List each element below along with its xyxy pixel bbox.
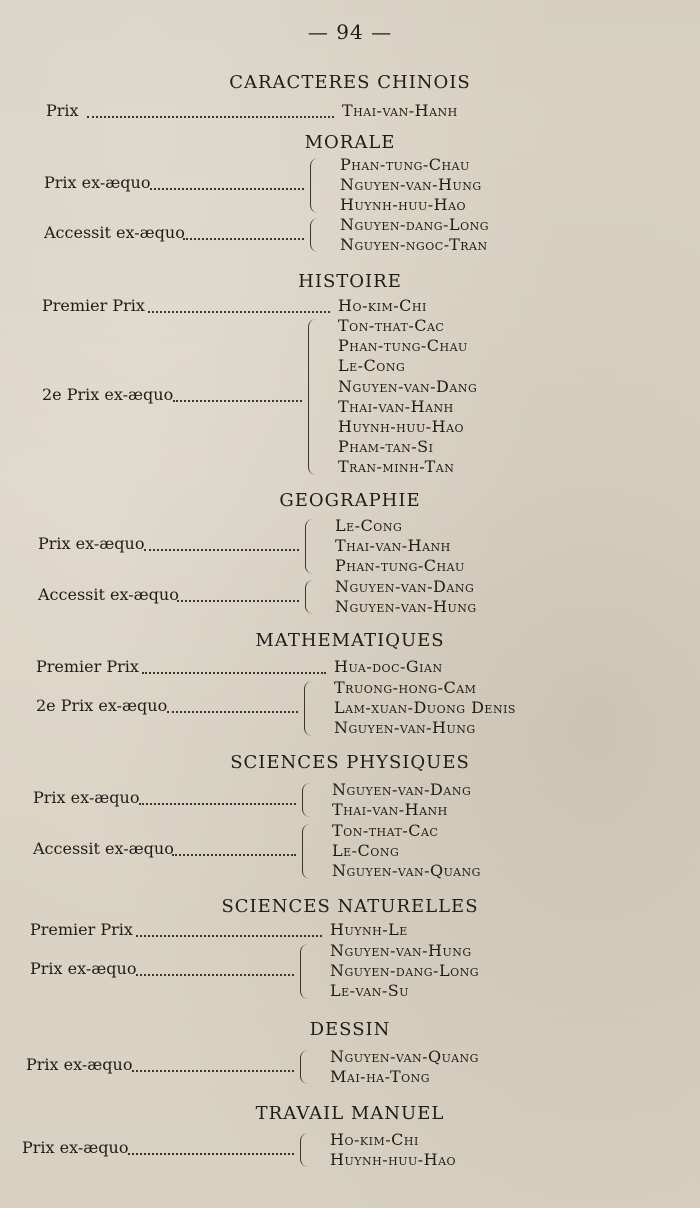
laureate-name: Nguyen-van-Dang (335, 577, 475, 596)
grouping-brace (305, 580, 316, 614)
section-title: DESSIN (309, 1019, 391, 1040)
leader-dots (148, 311, 330, 313)
section-title: SCIENCES NATURELLES (221, 896, 479, 917)
laureate-name: Phan-tung-Chau (338, 336, 468, 356)
laureate-name: Phan-tung-Chau (335, 556, 465, 576)
grouping-brace (300, 1050, 311, 1084)
leader-dots (172, 854, 296, 856)
laureate-name: Thai-van-Hanh (332, 800, 448, 820)
leader-dots (136, 935, 322, 937)
laureate-name: Lam-xuan-Duong Denis (334, 698, 516, 718)
laureate-name: Ho-kim-Chi (330, 1130, 419, 1149)
laureate-name: Huynh-huu-Hao (340, 195, 467, 215)
laureate-name: Truong-hong-Cam (334, 678, 477, 697)
leader-dots (132, 1070, 294, 1072)
prize-label: Premier Prix (36, 657, 139, 677)
prize-label: Prix (46, 101, 79, 121)
prize-label: Prix ex-æquo (26, 1055, 133, 1075)
grouping-brace (300, 1133, 311, 1167)
grouping-brace (302, 783, 313, 817)
leader-dots (144, 549, 299, 551)
prize-label: Prix ex-æquo (33, 788, 140, 808)
section-title: MATHEMATIQUES (255, 630, 445, 651)
laureate-name: Nguyen-van-Hung (334, 718, 476, 738)
grouping-brace (308, 319, 319, 475)
laureate-name: Le-van-Su (330, 981, 409, 1001)
prize-label: Premier Prix (42, 296, 145, 316)
prize-label: Accessit ex-æquo (38, 585, 179, 605)
section-title: SCIENCES PHYSIQUES (230, 752, 470, 773)
section-title: TRAVAIL MANUEL (255, 1103, 445, 1124)
laureate-name: Thai-van-Hanh (338, 396, 454, 416)
leader-dots (177, 600, 299, 602)
laureate-name: Huynh-Le (330, 920, 408, 939)
prize-label: Accessit ex-æquo (33, 839, 174, 859)
grouping-brace (302, 824, 313, 879)
prize-label: Premier Prix (30, 920, 133, 940)
laureate-name: Nguyen-dang-Long (330, 961, 480, 981)
leader-dots (139, 803, 296, 805)
grouping-brace (310, 158, 321, 213)
laureate-name: Nguyen-van-Quang (330, 1047, 479, 1066)
laureate-name: Nguyen-ngoc-Tran (340, 235, 488, 255)
leader-dots (136, 974, 294, 976)
leader-dots (150, 188, 304, 190)
section-title: GEOGRAPHIE (279, 490, 421, 511)
laureate-name: Thai-van-Hanh (335, 536, 451, 556)
section-title: CARACTERES CHINOIS (229, 72, 471, 93)
laureate-name: Thai-van-Hanh (342, 101, 458, 120)
prize-label: Prix ex-æquo (38, 534, 145, 554)
grouping-brace (305, 519, 316, 574)
prize-label: Prix ex-æquo (44, 173, 151, 193)
laureate-name: Nguyen-van-Dang (338, 376, 478, 396)
laureate-name: Le-Cong (335, 516, 403, 535)
leader-dots (87, 116, 334, 118)
grouping-brace (310, 218, 321, 252)
page-number: — 94 — (307, 20, 393, 44)
grouping-brace (300, 944, 311, 999)
leader-dots (183, 238, 304, 240)
section-title: HISTOIRE (298, 271, 402, 292)
laureate-name: Pham-tan-Si (338, 437, 434, 457)
leader-dots (142, 672, 326, 674)
section-title: MORALE (304, 132, 396, 153)
prize-label: Prix ex-æquo (30, 959, 137, 979)
laureate-name: Phan-tung-Chau (340, 155, 470, 174)
grouping-brace (304, 681, 315, 736)
laureate-name: Nguyen-van-Hung (335, 597, 477, 617)
laureate-name: Mai-ha-Tong (330, 1067, 431, 1087)
leader-dots (128, 1153, 294, 1155)
prize-label: 2e Prix ex-æquo (42, 384, 174, 404)
laureate-name: Le-Cong (332, 841, 400, 861)
laureate-name: Nguyen-dang-Long (340, 215, 490, 234)
prize-label: 2e Prix ex-æquo (36, 696, 168, 716)
prize-label: Prix ex-æquo (22, 1138, 129, 1158)
laureate-name: Huynh-huu-Hao (338, 417, 465, 436)
laureate-name: Ton-that-Cac (338, 316, 445, 335)
leader-dots (167, 711, 298, 713)
laureate-name: Tran-minh-Tan (338, 457, 455, 477)
laureate-name: Huynh-huu-Hao (330, 1150, 457, 1170)
laureate-name: Nguyen-van-Hung (340, 175, 482, 195)
prize-label: Accessit ex-æquo (44, 223, 185, 243)
laureate-name: Nguyen-van-Hung (330, 941, 472, 960)
laureate-name: Nguyen-van-Quang (332, 861, 481, 881)
laureate-name: Ton-that-Cac (332, 821, 439, 840)
laureate-name: Ho-kim-Chi (338, 296, 427, 315)
laureate-name: Nguyen-van-Dang (332, 780, 472, 799)
leader-dots (173, 400, 302, 402)
laureate-name: Hua-doc-Gian (334, 657, 443, 676)
bleed-through-texture (512, 70, 682, 1150)
laureate-name: Le-Cong (338, 356, 406, 376)
